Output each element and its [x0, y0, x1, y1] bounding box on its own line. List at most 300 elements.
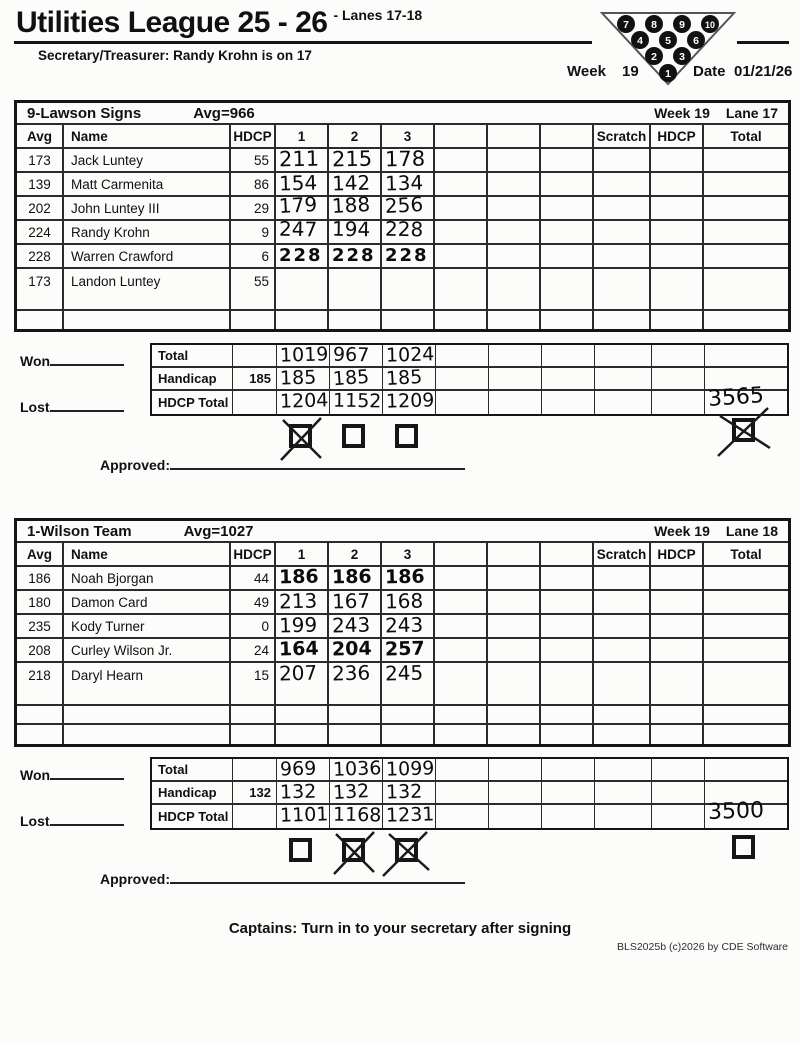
blank-cell	[233, 759, 277, 780]
blank-cell	[705, 345, 787, 366]
blank-cell	[436, 345, 489, 366]
won-blank-line	[50, 353, 124, 366]
blank-cell	[704, 725, 788, 744]
blank-cell	[542, 782, 595, 803]
blank-cell	[17, 725, 64, 744]
league-title: Utilities League 25 - 26	[16, 6, 328, 39]
blank-cell	[651, 706, 704, 723]
hw-total-g2: 967	[332, 343, 370, 367]
team1-totals-table	[150, 343, 789, 416]
blank-cell	[541, 197, 594, 219]
blank-cell	[329, 311, 382, 329]
player-avg: 218	[17, 663, 64, 687]
date-value: 01/21/26	[734, 63, 793, 80]
game3-score: 178	[384, 146, 426, 172]
scratch-cell	[594, 591, 651, 613]
hw-grand-total: 3565	[707, 383, 765, 412]
blank-cell	[489, 805, 542, 828]
hw-total-g1: 1019	[279, 343, 329, 367]
game2-cell	[329, 245, 382, 267]
handicap-g1	[277, 368, 330, 389]
blank-cell	[17, 311, 64, 329]
player-name: Matt Carmenita	[64, 173, 231, 195]
player-avg: 235	[17, 615, 64, 637]
blank-row	[17, 706, 788, 725]
blank-cell	[329, 687, 382, 704]
player-avg: 186	[17, 567, 64, 589]
blank-cell	[652, 782, 705, 803]
blank-cell	[488, 197, 541, 219]
blank-cell	[594, 725, 651, 744]
game1-score: 179	[278, 192, 318, 218]
scratch-cell	[594, 269, 651, 293]
blank-cell	[652, 345, 705, 366]
blank-cell	[64, 293, 231, 309]
player-hdcp: 24	[231, 639, 276, 661]
game3-score: 228	[385, 245, 429, 266]
handicap-g2	[330, 365, 383, 391]
player-avg: 208	[17, 639, 64, 661]
scratch-cell	[594, 567, 651, 589]
game2-score: 188	[331, 192, 371, 218]
player-hdcp: 55	[231, 269, 276, 293]
blank-cell	[382, 706, 435, 723]
col-blank	[488, 125, 541, 147]
hdcp-cell	[651, 245, 704, 267]
hdcp-cell	[651, 639, 704, 661]
total-row	[152, 345, 787, 368]
handicap-row	[152, 365, 787, 391]
hdcp-total-label: HDCP Total	[152, 391, 233, 414]
blank-cell	[489, 391, 542, 414]
blank-cell	[435, 197, 488, 219]
blank-cell	[329, 706, 382, 723]
game1-score: 164	[278, 637, 319, 661]
col-game3: 3	[382, 125, 435, 147]
blank-cell	[435, 687, 488, 704]
hw-hdcp-total-g3: 1231	[385, 803, 435, 827]
blank-cell	[436, 759, 489, 780]
team1-player-rows	[17, 146, 788, 293]
total-cell	[704, 269, 788, 293]
captains-note: Captains: Turn in to your secretary after signing	[228, 920, 572, 937]
game3-cell	[382, 245, 435, 267]
svg-text:1: 1	[665, 68, 671, 80]
scratch-cell	[594, 221, 651, 243]
team1-name: 9-Lawson Signs	[27, 104, 142, 122]
blank-cell	[652, 805, 705, 828]
blank-row	[17, 293, 788, 311]
game3-cell	[382, 612, 435, 638]
blank-cell	[541, 687, 594, 704]
table-row	[17, 269, 788, 293]
blank-cell	[704, 311, 788, 329]
team1-header-band	[17, 103, 788, 125]
blank-cell	[541, 567, 594, 589]
blank-cell	[488, 269, 541, 293]
team2-header-band	[17, 521, 788, 543]
player-avg: 173	[17, 149, 64, 171]
game1-cell	[276, 245, 329, 267]
handicap-label: Handicap	[152, 368, 233, 389]
blank-cell	[704, 293, 788, 309]
blank-cell	[488, 706, 541, 723]
svg-text:9: 9	[679, 19, 685, 31]
blank-cell	[542, 805, 595, 828]
blank-cell	[435, 567, 488, 589]
hw-hdcp-total-g1: 1204	[279, 389, 329, 413]
blank-cell	[541, 221, 594, 243]
blank-cell	[329, 293, 382, 309]
col-avg: Avg	[17, 543, 64, 565]
hw-total-g3: 1024	[385, 343, 435, 367]
game1-cell	[276, 170, 329, 196]
player-name: Curley Wilson Jr.	[64, 639, 231, 661]
total-cell	[704, 615, 788, 637]
blank-cell	[435, 149, 488, 171]
blank-row	[17, 725, 788, 744]
game2-score: 243	[331, 612, 371, 638]
team1-lane: Lane 17	[725, 105, 778, 121]
player-name: Kody Turner	[64, 615, 231, 637]
game2-score: 186	[331, 565, 372, 589]
title-underline	[14, 41, 592, 44]
game3-cell	[382, 567, 435, 589]
grand-total-cell	[705, 798, 787, 828]
blank-cell	[64, 311, 231, 329]
blank-cell	[276, 687, 329, 704]
blank-cell	[541, 615, 594, 637]
blank-cell	[382, 311, 435, 329]
total-row	[152, 759, 787, 782]
blank-cell	[231, 293, 276, 309]
player-avg: 202	[17, 197, 64, 219]
handwritten-x-icon	[334, 830, 376, 874]
scratch-cell	[594, 149, 651, 171]
hdcp-total-g1	[277, 805, 330, 828]
blank-cell	[276, 706, 329, 723]
hw-grand-total: 3500	[707, 798, 765, 825]
table-row	[17, 567, 788, 591]
total-cell	[704, 221, 788, 243]
team2-name: 1-Wilson Team	[27, 522, 132, 540]
col-game2: 2	[329, 543, 382, 565]
game3-score: 228	[384, 216, 424, 242]
game2-score: 204	[331, 637, 372, 661]
blank-cell	[594, 293, 651, 309]
col-name: Name	[64, 125, 231, 147]
total-g2	[330, 759, 383, 780]
player-avg: 228	[17, 245, 64, 267]
blank-row	[17, 687, 788, 706]
blank-cell	[435, 663, 488, 687]
game3-score: 257	[384, 637, 425, 661]
blank-cell	[488, 615, 541, 637]
blank-cell	[488, 725, 541, 744]
player-name: Randy Krohn	[64, 221, 231, 243]
game3-score: 134	[384, 170, 424, 196]
col-name: Name	[64, 543, 231, 565]
scratch-cell	[594, 173, 651, 195]
col-scratch: Scratch	[594, 125, 651, 147]
lost-blank-line	[50, 399, 124, 412]
hdcp-cell	[651, 567, 704, 589]
player-name: Noah Bjorgan	[64, 567, 231, 589]
blank-cell	[435, 293, 488, 309]
svg-text:2: 2	[651, 51, 657, 63]
game1-score: 207	[278, 660, 318, 686]
blank-cell	[231, 311, 276, 329]
lost-label: Lost	[20, 399, 124, 415]
hw-handicap-g2: 132	[332, 780, 370, 804]
game3-cell	[382, 146, 435, 172]
hdcp-cell	[651, 591, 704, 613]
col-blank	[488, 543, 541, 565]
blank-cell	[651, 293, 704, 309]
player-name: Damon Card	[64, 591, 231, 613]
player-hdcp: 29	[231, 197, 276, 219]
handwritten-x-icon	[387, 830, 429, 874]
col-hdcp: HDCP	[231, 125, 276, 147]
blank-cell	[704, 687, 788, 704]
blank-cell	[435, 725, 488, 744]
blank-cell	[541, 639, 594, 661]
hw-total-g1: 969	[279, 757, 317, 781]
blank-cell	[233, 805, 277, 828]
printed-handicap: 132	[233, 782, 277, 803]
hw-hdcp-total-g3: 1209	[385, 389, 435, 413]
hdcp-total-g2	[330, 391, 383, 414]
game2-cell	[329, 192, 382, 219]
game2-cell	[329, 660, 382, 687]
team2-avg: Avg=1027	[183, 522, 254, 540]
week-value: 19	[622, 63, 639, 80]
blank-cell	[231, 687, 276, 704]
game2-cell	[329, 612, 382, 638]
blank-cell	[276, 725, 329, 744]
lanes-label: - Lanes 17-18	[333, 7, 423, 23]
total-cell	[704, 639, 788, 661]
blank-cell	[651, 725, 704, 744]
game1-score: 154	[278, 170, 318, 196]
svg-text:7: 7	[623, 19, 629, 31]
scratch-cell	[594, 639, 651, 661]
blank-cell	[276, 311, 329, 329]
total-g3	[383, 759, 436, 780]
game2-cell	[329, 269, 382, 293]
blank-cell	[652, 391, 705, 414]
grand-total-checkbox	[732, 835, 755, 859]
blank-cell	[231, 725, 276, 744]
blank-cell	[435, 269, 488, 293]
lost-blank-line	[50, 813, 124, 826]
blank-cell	[64, 706, 231, 723]
svg-text:10: 10	[704, 20, 716, 30]
game2-checkbox	[342, 424, 365, 448]
col-blank	[435, 125, 488, 147]
blank-cell	[233, 345, 277, 366]
scratch-cell	[594, 615, 651, 637]
team2-week: Week 19	[654, 523, 710, 539]
blank-cell	[489, 782, 542, 803]
game2-score: 228	[332, 245, 376, 266]
hdcp-total-g1	[277, 391, 330, 414]
player-avg: 224	[17, 221, 64, 243]
player-hdcp: 55	[231, 149, 276, 171]
total-label: Total	[152, 759, 233, 780]
game3-checkbox	[395, 838, 418, 862]
svg-text:3: 3	[679, 51, 685, 63]
game1-cell	[276, 269, 329, 293]
blank-cell	[652, 368, 705, 389]
game1-score: 247	[278, 216, 318, 242]
player-name: John Luntey III	[64, 197, 231, 219]
game1-checkbox	[289, 838, 312, 862]
table-row	[17, 146, 788, 173]
title-underline-right	[737, 41, 789, 44]
col-game2: 2	[329, 125, 382, 147]
secretary-line: Secretary/Treasurer: Randy Krohn is on 17	[38, 48, 312, 63]
game1-cell	[276, 192, 329, 219]
won-blank-line	[50, 767, 124, 780]
col-total: Total	[730, 546, 762, 562]
blank-cell	[488, 149, 541, 171]
col-hdcp2: HDCP	[651, 543, 704, 565]
game1-cell	[276, 612, 329, 638]
scratch-cell	[594, 663, 651, 687]
game2-cell	[329, 170, 382, 196]
team1-week: Week 19	[654, 105, 710, 121]
game1-cell	[276, 588, 329, 614]
blank-cell	[542, 391, 595, 414]
scratch-cell	[594, 245, 651, 267]
table-row	[17, 660, 788, 687]
col-blank	[435, 543, 488, 565]
player-hdcp: 9	[231, 221, 276, 243]
blank-cell	[435, 615, 488, 637]
col-blank	[541, 125, 594, 147]
player-hdcp: 86	[231, 173, 276, 195]
col-blank	[541, 543, 594, 565]
team2-table	[14, 518, 791, 747]
total-cell	[704, 663, 788, 687]
total-cell	[704, 591, 788, 613]
player-avg: 139	[17, 173, 64, 195]
game1-score: 199	[278, 612, 318, 638]
hw-handicap-g3: 132	[385, 780, 423, 804]
blank-cell	[541, 311, 594, 329]
col-game3: 3	[382, 543, 435, 565]
col-hdcp2: HDCP	[651, 125, 704, 147]
blank-cell	[594, 311, 651, 329]
game3-score: 243	[384, 612, 424, 638]
game3-cell	[382, 660, 435, 687]
total-g1	[277, 345, 330, 366]
total-g3	[383, 345, 436, 366]
game1-cell	[276, 146, 329, 172]
blank-cell	[488, 639, 541, 661]
blank-cell	[651, 311, 704, 329]
blank-cell	[64, 687, 231, 704]
total-cell	[704, 149, 788, 171]
blank-cell	[488, 591, 541, 613]
blank-cell	[488, 567, 541, 589]
printed-handicap: 185	[233, 368, 277, 389]
game2-score: 194	[331, 216, 371, 242]
blank-cell	[595, 805, 652, 828]
player-hdcp: 6	[231, 245, 276, 267]
blank-cell	[435, 245, 488, 267]
blank-cell	[594, 706, 651, 723]
team1-avg: Avg=966	[193, 104, 255, 122]
game1-cell	[276, 660, 329, 687]
page-title	[16, 6, 422, 40]
player-avg: 173	[17, 269, 64, 293]
blank-cell	[435, 706, 488, 723]
game2-score: 142	[331, 170, 371, 196]
total-label: Total	[152, 345, 233, 366]
approved-line: Approved:	[100, 871, 465, 887]
game1-score: 186	[278, 565, 319, 589]
blank-cell	[541, 173, 594, 195]
blank-cell	[595, 759, 652, 780]
blank-cell	[489, 759, 542, 780]
blank-cell	[488, 293, 541, 309]
game3-score: 245	[384, 660, 424, 686]
game2-score: 215	[331, 146, 373, 172]
hdcp-cell	[651, 173, 704, 195]
blank-cell	[64, 725, 231, 744]
game1-score: 228	[279, 245, 323, 266]
blank-cell	[382, 293, 435, 309]
game2-cell	[329, 567, 382, 589]
blank-cell	[382, 725, 435, 744]
team1-column-header	[17, 125, 788, 149]
total-cell	[704, 567, 788, 589]
hw-handicap-g2: 185	[332, 365, 370, 391]
won-label: Won	[20, 767, 124, 783]
table-row	[17, 245, 788, 269]
blank-row	[17, 311, 788, 329]
blank-cell	[541, 663, 594, 687]
handicap-row	[152, 782, 787, 805]
blank-cell	[594, 687, 651, 704]
player-name: Warren Crawford	[64, 245, 231, 267]
blank-cell	[435, 311, 488, 329]
blank-cell	[541, 149, 594, 171]
blank-cell	[705, 759, 787, 780]
blank-cell	[436, 805, 489, 828]
col-hdcp: HDCP	[231, 543, 276, 565]
game3-score: 186	[384, 565, 425, 589]
game2-cell	[329, 588, 382, 614]
col-game1: 1	[276, 125, 329, 147]
game3-cell	[382, 216, 435, 243]
game3-cell	[382, 170, 435, 196]
game3-cell	[382, 269, 435, 293]
player-name: Daryl Hearn	[64, 663, 231, 687]
game1-score: 213	[278, 588, 318, 614]
blank-cell	[231, 706, 276, 723]
handwritten-x-icon	[724, 410, 766, 454]
blank-cell	[541, 293, 594, 309]
table-row	[17, 612, 788, 639]
game3-score: 256	[384, 192, 424, 218]
table-row	[17, 216, 788, 245]
blank-cell	[435, 221, 488, 243]
handicap-g3	[383, 368, 436, 389]
hdcp-total-row	[152, 383, 787, 414]
